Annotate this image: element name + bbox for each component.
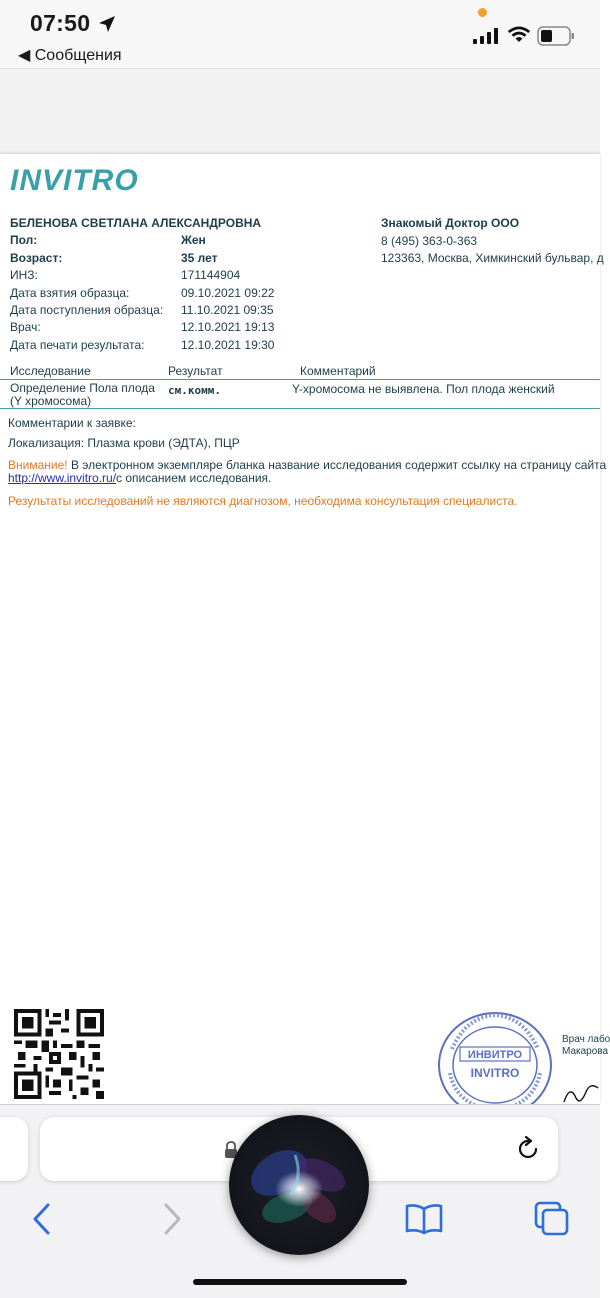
field-label: ИНЗ: <box>10 268 38 282</box>
mic-indicator-dot <box>478 8 487 17</box>
invitro-logo: INVITRO <box>10 164 139 197</box>
siri-orb-glow <box>229 1115 369 1255</box>
test-result: см.комм. <box>168 384 221 397</box>
field-value: 11.10.2021 09:35 <box>181 303 274 317</box>
doctor-line-2: Макарова <box>562 1046 609 1057</box>
home-indicator[interactable] <box>193 1279 407 1285</box>
field-label: Пол: <box>10 233 38 247</box>
col-header-result: Результат <box>168 364 223 378</box>
col-header-comment: Комментарий <box>300 364 376 378</box>
location-arrow-icon <box>97 14 117 34</box>
table-row <box>0 380 600 409</box>
field-label: Дата поступления образца: <box>10 303 164 317</box>
forward-chevron-icon[interactable] <box>160 1201 184 1237</box>
clinic-name: Знакомый Доктор ООО <box>381 216 520 230</box>
clinic-address: 123363, Москва, Химкинский бульвар, д <box>381 251 604 265</box>
status-bar <box>0 0 600 68</box>
laboratory-stamp <box>436 1009 554 1119</box>
field-value: 171144904 <box>181 268 241 282</box>
back-chevron-icon[interactable] <box>30 1201 54 1237</box>
col-header-test: Исследование <box>10 364 91 378</box>
field-value: Жен <box>181 233 206 247</box>
field-label: Дата взятия образца: <box>10 286 130 300</box>
clock: 07:50 <box>30 10 91 36</box>
field-value: 12.10.2021 19:13 <box>181 320 275 334</box>
order-comments-label: Комментарии к заявке: <box>8 416 136 430</box>
clinic-phone: 8 (495) 363-0-363 <box>381 234 478 248</box>
warning-note <box>8 459 606 485</box>
test-name-link[interactable]: Определение Пола плода (Y хромосома) <box>10 381 155 408</box>
doctor-line-1: Врач лабо <box>562 1034 610 1045</box>
bookmarks-icon[interactable] <box>405 1203 443 1235</box>
localization-text: Локализация: Плазма крови (ЭДТА), ПЦР <box>8 436 240 450</box>
qr-code <box>13 1009 105 1099</box>
warning-text-2: с описанием исследования. <box>116 471 272 485</box>
results-table-header <box>0 363 600 380</box>
reload-icon[interactable] <box>514 1135 542 1163</box>
previous-tab-preview[interactable] <box>0 1117 28 1181</box>
battery-icon <box>537 26 575 46</box>
wifi-icon <box>507 26 531 44</box>
svg-text:INVITRO: INVITRO <box>470 1066 520 1080</box>
field-value: 12.10.2021 19:30 <box>181 338 275 352</box>
field-value: 35 лет <box>181 251 218 265</box>
field-label: Дата печати результата: <box>10 338 145 352</box>
svg-text:ИНВИТРО: ИНВИТРО <box>467 1049 523 1061</box>
browser-top-area <box>0 68 600 155</box>
field-label: Врач: <box>10 320 41 334</box>
doctor-signature-label <box>562 1034 610 1058</box>
invitro-site-link[interactable]: http://www.invitro.ru/ <box>8 471 117 485</box>
disclaimer-text: Результаты исследований не являются диагнозом, необходима консультация специалиста. <box>8 494 518 508</box>
field-value: 09.10.2021 09:22 <box>181 286 275 300</box>
warning-text: В электронном экземпляре бланка название исследования содержит ссылку на страницу сайта <box>67 458 607 472</box>
doctor-signature <box>560 1072 600 1106</box>
test-comment: Y-хромосома не выявлена. Пол плода женский <box>292 382 555 396</box>
lab-result-document <box>0 154 610 1104</box>
field-label: Возраст: <box>10 251 63 265</box>
tabs-icon[interactable] <box>534 1201 570 1237</box>
warning-word: Внимание! <box>8 458 68 472</box>
signal-icon <box>473 28 499 44</box>
patient-name: БЕЛЕНОВА СВЕТЛАНА АЛЕКСАНДРОВНА <box>10 216 262 230</box>
back-to-messages-link[interactable]: ◀ Сообщения <box>18 47 122 64</box>
siri-orb[interactable] <box>229 1115 369 1255</box>
